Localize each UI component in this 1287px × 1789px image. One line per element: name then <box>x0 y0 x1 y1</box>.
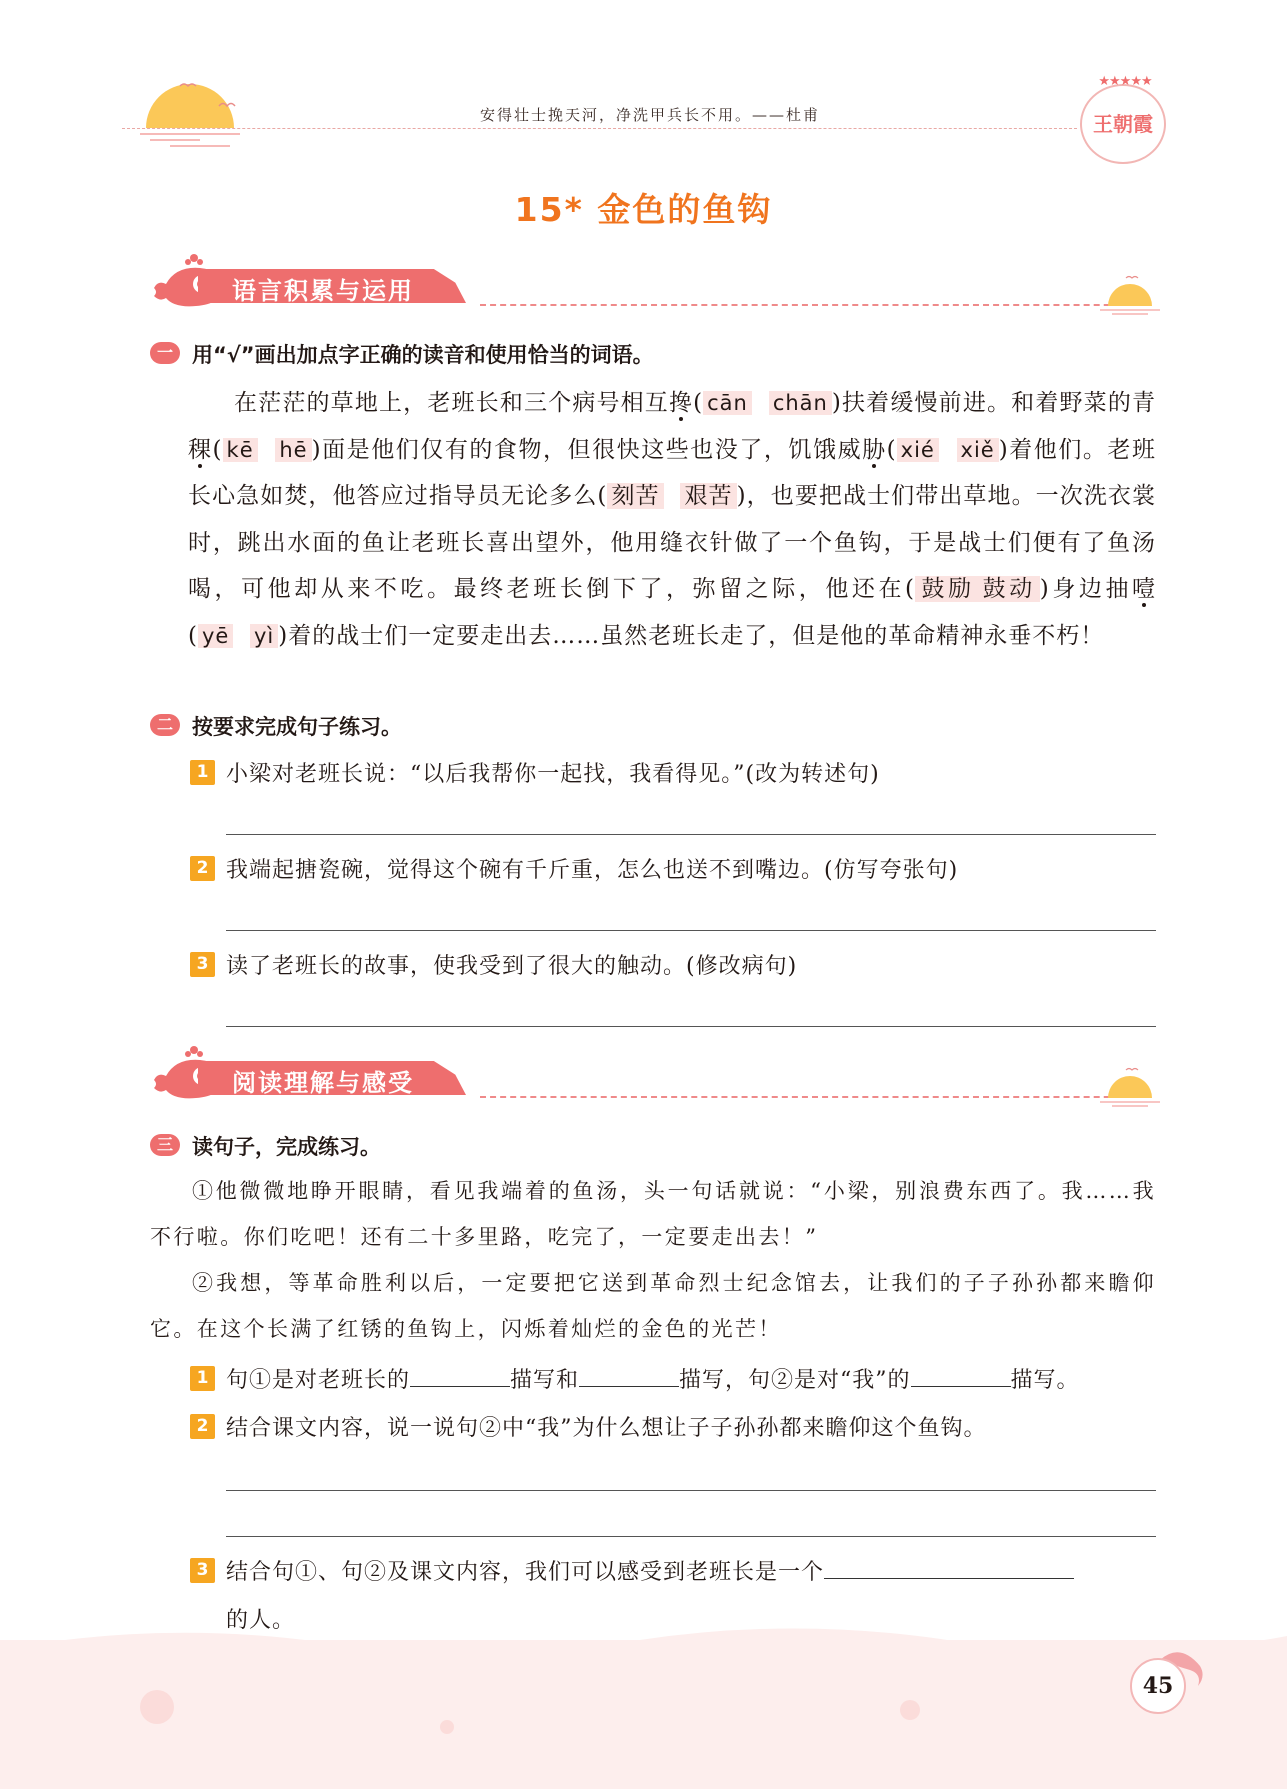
sunrise-decoration <box>140 78 240 148</box>
pinyin-option-3a[interactable]: xié <box>897 438 939 462</box>
passage-text: )，也要把战士们带出草地。一次洗衣裳时，跳出水面的鱼让老班长喜出望外，他用缝衣针做了一个鱼钩，于是战士们便有了鱼汤喝，可他却从来不吃。最终老班长倒下了，弥留之际，他还在( <box>188 483 1156 602</box>
pinyin-option-3b[interactable]: xiě <box>957 438 999 462</box>
word-option-1a[interactable]: 刻苦 <box>607 483 663 509</box>
decorative-circle <box>140 1690 174 1724</box>
fill-blank[interactable] <box>824 1557 1074 1579</box>
pinyin-option-1b[interactable]: chān <box>769 391 832 415</box>
reading-paragraph-2: ②我想，等革命胜利以后，一定要把它送到革命烈士纪念馆去，让我们的子子孙孙都来瞻仰它。在这个长满了红锈的鱼钩上，闪烁着灿烂的金色的光芒！ <box>150 1271 1156 1341</box>
section-title-2: 阅读理解与感受 <box>232 1069 414 1097</box>
q3-item-3-part-a: 结合句①、句②及课文内容，我们可以感受到老班长是一个 <box>226 1560 825 1585</box>
answer-line[interactable] <box>226 1536 1156 1537</box>
q2-item-3-text: 读了老班长的故事，使我受到了很大的触动。(修改病句) <box>226 954 798 979</box>
dotted-char-3: 胁 <box>862 436 887 463</box>
logo-stars: ★★★★★ <box>1098 74 1152 89</box>
footer-background <box>0 1640 1287 1789</box>
item-number: 2 <box>190 856 215 881</box>
pinyin-option-4a[interactable]: yē <box>198 624 233 648</box>
question-2-badge: 二 <box>150 714 180 736</box>
q3-item-2-text: 结合课文内容，说一说句②中“我”为什么想让子子孙孙都来瞻仰这个鱼钩。 <box>226 1416 987 1441</box>
paren: ( <box>188 622 198 649</box>
pinyin-option-2b[interactable]: hē <box>275 438 311 462</box>
passage-text: )着他们。老班长心急如焚，他答应过指导员无论多么( <box>188 436 1156 509</box>
dotted-char-4: 噎 <box>1132 576 1156 602</box>
banner-dash-2 <box>480 1096 1150 1098</box>
passage-text: )面是他们仅有的食物，但很快这些也没了，饥饿威 <box>311 436 863 463</box>
header-dash-line <box>122 128 1077 129</box>
question-1-prompt: 用“√”画出加点字正确的读音和使用恰当的词语。 <box>192 343 654 367</box>
fill-blank[interactable] <box>579 1365 679 1387</box>
passage-text: )身边抽 <box>1039 576 1132 602</box>
paren: ( <box>693 390 704 416</box>
dotted-char-2: 稞 <box>188 436 213 463</box>
word-option-2a[interactable]: 鼓励 <box>915 576 979 602</box>
decorative-circle <box>440 1720 454 1734</box>
dotted-char-1: 搀 <box>668 390 694 416</box>
q3-item-1-part-a: 句①是对老班长的 <box>226 1368 411 1393</box>
item-number: 3 <box>190 952 215 977</box>
item-number: 2 <box>190 1414 215 1439</box>
decorative-circle <box>900 1700 920 1720</box>
bird-icon <box>218 100 236 110</box>
pinyin-option-2a[interactable]: kē <box>223 438 258 462</box>
word-option-1b[interactable]: 艰苦 <box>680 483 736 509</box>
question-3-badge: 三 <box>150 1134 180 1156</box>
answer-line[interactable] <box>226 1490 1156 1491</box>
fill-blank[interactable] <box>911 1365 1011 1387</box>
page-number: 45 <box>1130 1658 1186 1714</box>
q3-item-1 <box>226 1363 1080 1394</box>
passage-text: )扶着缓慢前进。和着野菜的青 <box>831 390 1156 416</box>
q3-item-3-part-b: 的人。 <box>226 1608 296 1633</box>
q2-item-1-text: 小梁对老班长说：“以后我帮你一起找，我看得见。”(改为转述句) <box>226 762 880 787</box>
q3-item-1-part-c: 描写，句②是对“我”的 <box>679 1368 911 1393</box>
q2-item-2-text: 我端起搪瓷碗，觉得这个碗有千斤重，怎么也送不到嘴边。(仿写夸张句) <box>226 858 959 883</box>
q3-item-1-part-d: 描写。 <box>1010 1368 1080 1393</box>
logo-text: 王朝霞 <box>1093 112 1153 136</box>
fill-blank[interactable] <box>410 1365 510 1387</box>
answer-line[interactable] <box>226 834 1156 835</box>
question-1-badge: 一 <box>150 342 180 364</box>
sunset-small-icon <box>1100 272 1160 316</box>
header-quote: 安得壮士挽天河，净洗甲兵长不用。——杜甫 <box>480 106 821 124</box>
section-banner-1 <box>150 266 480 306</box>
q3-item-3 <box>226 1555 1074 1586</box>
section-title-1: 语言积累与运用 <box>232 277 414 305</box>
publisher-logo <box>1080 74 1166 164</box>
word-option-2b[interactable]: 鼓动 <box>979 576 1040 602</box>
question-1-passage <box>188 380 1156 659</box>
q3-item-1-part-b: 描写和 <box>510 1368 580 1393</box>
reading-paragraph-1: ①他微微地睁开眼睛，看见我端着的鱼汤，头一句话就说：“小梁，别浪费东西了。我……我不行啦。你们吃吧！还有二十多里路，吃完了，一定要走出去！” <box>150 1179 1156 1249</box>
reading-passage <box>150 1168 1156 1352</box>
passage-text: 在茫茫的草地上，老班长和三个病号相互 <box>234 390 669 416</box>
banner-dash-1 <box>480 304 1150 306</box>
passage-text: )着的战士们一定要走出去……虽然老班长走了，但是他的革命精神永垂不朽！ <box>278 622 1105 649</box>
answer-line[interactable] <box>226 930 1156 931</box>
section-banner-2 <box>150 1058 480 1098</box>
page-title: 15* 金色的鱼钩 <box>514 190 773 229</box>
question-2-prompt: 按要求完成句子练习。 <box>192 715 402 739</box>
question-3-prompt: 读句子，完成练习。 <box>192 1135 381 1159</box>
answer-line[interactable] <box>226 1026 1156 1027</box>
sunset-small-icon <box>1100 1064 1160 1108</box>
pinyin-option-4b[interactable]: yì <box>250 624 278 648</box>
paren: ( <box>212 436 223 463</box>
pinyin-option-1a[interactable]: cān <box>703 391 752 415</box>
item-number: 3 <box>190 1558 215 1583</box>
item-number: 1 <box>190 1366 215 1391</box>
item-number: 1 <box>190 760 215 785</box>
paren: ( <box>886 436 897 463</box>
